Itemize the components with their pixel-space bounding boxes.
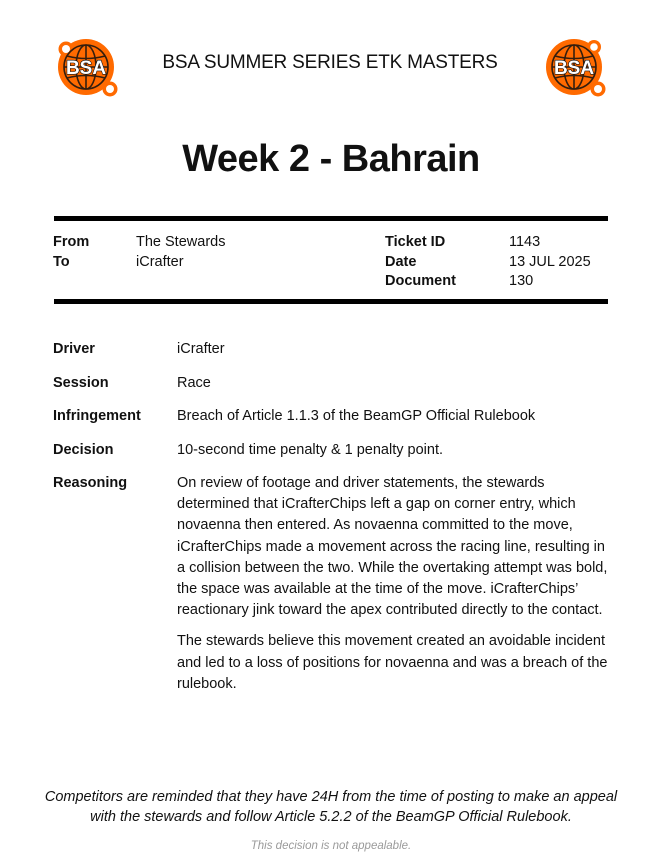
logo-text: BSA	[65, 58, 107, 79]
ticket-label: Ticket ID	[385, 234, 446, 250]
document-value: 130	[509, 273, 534, 289]
series-title: BSA SUMMER SERIES ETK MASTERS	[162, 52, 498, 73]
meta-right-values	[509, 233, 591, 292]
reasoning-label: Reasoning	[53, 475, 128, 491]
footer-note: This decision is not appealable.	[250, 840, 412, 852]
driver-value: iCrafter	[177, 341, 225, 357]
driver-row	[53, 339, 609, 373]
reasoning-paragraph-2: The stewards believe this movement created an avoidable incident and led to a loss of positions for novaenna and was a breach of the rulebook.	[177, 633, 608, 692]
infringement-value: Breach of Article 1.1.3 of the BeamGP Official Rulebook	[177, 408, 536, 424]
from-value: The Stewards	[136, 234, 226, 250]
bsa-logo-right	[540, 36, 608, 98]
decision-value: 10-second time penalty & 1 penalty point.	[177, 442, 443, 458]
decision-label: Decision	[53, 442, 114, 458]
appeal-notice: Competitors are reminded that they have 24H from the time of posting to make an appeal with the stewards and follow Article 5.2.2 of the BeamGP Official Rulebook.	[44, 789, 618, 825]
session-label: Session	[53, 375, 109, 391]
infringement-row	[53, 406, 609, 440]
date-value: 13 JUL 2025	[509, 253, 591, 270]
session-value: Race	[177, 375, 211, 391]
session-row	[53, 373, 609, 406]
ticket-value: 1143	[509, 234, 541, 250]
reasoning-value	[177, 473, 609, 705]
reasoning-paragraph-1: On review of footage and driver statements, the stewards determined that iCrafterChips left a gap on corner entry, which novaenna then entered. As novaenna committed to the move, iCrafterChips made a movement across the racing line, resulting in a collision between the two. While the overtaking attempt was bold, the space was available at the time of the move. iCrafterChips’ reactionary jink toward the apex contributed directly to the contact.	[177, 475, 608, 619]
document-label: Document	[385, 273, 456, 289]
driver-label: Driver	[53, 341, 95, 357]
infringement-label: Infringement	[53, 408, 141, 424]
top-divider	[54, 216, 608, 221]
meta-left-values	[136, 233, 225, 272]
logo-text: BSA	[553, 58, 595, 79]
decision-details	[53, 339, 609, 705]
reasoning-row	[53, 473, 609, 705]
to-value: iCrafter	[136, 253, 184, 270]
date-label: Date	[385, 253, 417, 270]
to-label: To	[53, 253, 70, 270]
decision-row	[53, 440, 609, 473]
bsa-logo-left	[52, 36, 120, 98]
from-label: From	[53, 234, 90, 250]
meta-left	[53, 233, 89, 272]
page-title: Week 2 - Bahrain	[182, 138, 480, 180]
bottom-divider	[54, 299, 608, 304]
meta-right	[385, 233, 456, 292]
